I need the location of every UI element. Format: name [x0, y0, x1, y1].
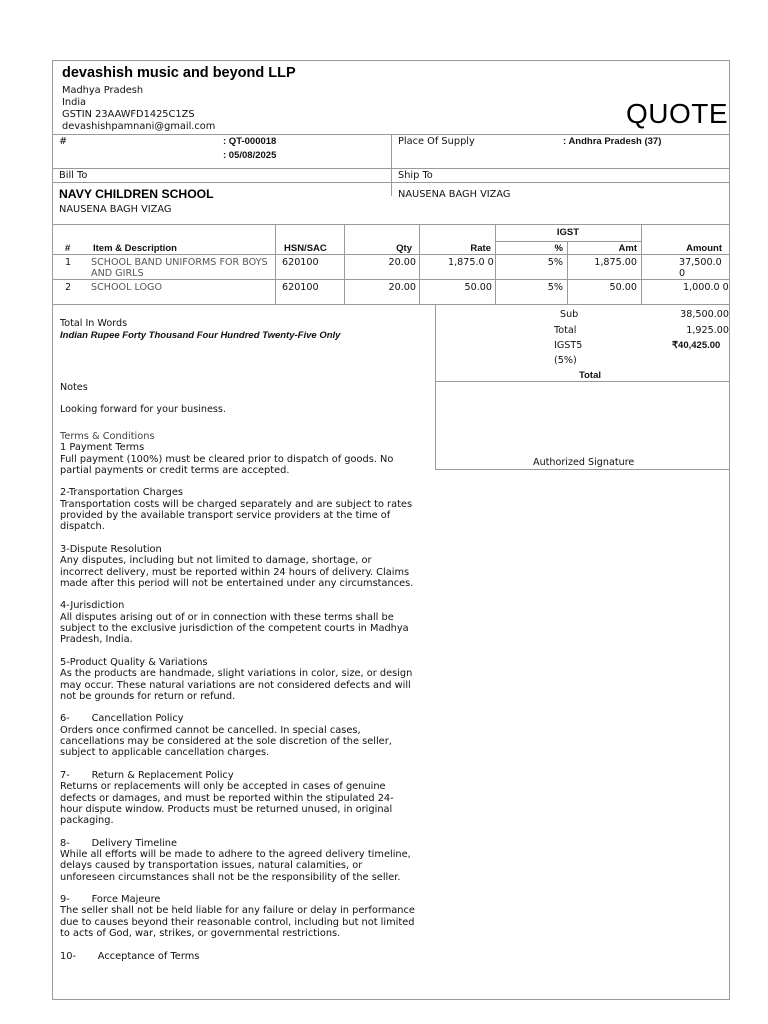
terms-label: Terms & Conditions — [60, 431, 155, 442]
divider — [53, 304, 729, 305]
total-label: Total — [554, 325, 577, 336]
divider — [53, 254, 729, 255]
row-igst-amt: 1,875.00 — [594, 257, 637, 268]
company-email: devashishpamnani@gmail.com — [62, 121, 216, 132]
col-header-qty: Qty — [396, 243, 412, 254]
igst-header: IGST — [556, 227, 580, 238]
company-state: Madhya Pradesh — [62, 85, 144, 96]
col-header-igst-amt: Amt — [618, 243, 637, 254]
igst-rate: (5%) — [554, 355, 577, 366]
document-title: QUOTE — [625, 98, 728, 129]
terms-item-title: 9- Force Majeure — [60, 894, 161, 906]
terms-item-title: 2-Transportation Charges — [60, 487, 183, 499]
quote-document — [52, 60, 730, 1000]
terms-item — [60, 442, 416, 487]
igst-total-value: 1,925.00 — [686, 325, 729, 336]
row-item: SCHOOL LOGO — [91, 282, 163, 293]
terms-item — [60, 600, 416, 656]
terms-item-body: Transportation costs will be charged separately and are subject to rates provided by the available transport service providers at the time of dispatch. — [60, 498, 413, 533]
terms-item-title: 8- Delivery Timeline — [60, 837, 178, 849]
row-rate: 50.00 — [464, 282, 492, 293]
divider — [53, 279, 729, 280]
terms-item — [60, 770, 416, 838]
col-header-num: # — [65, 243, 71, 254]
authorized-signature: Authorized Signature — [533, 457, 635, 468]
divider — [435, 469, 729, 470]
terms-item-body: Full payment (100%) must be cleared prior to dispatch of goods. No partial payments or credit terms are accepted. — [60, 453, 394, 476]
terms-section — [60, 431, 416, 962]
bill-to-address: NAUSENA BAGH VIZAG — [59, 204, 172, 215]
place-of-supply-label: Place Of Supply — [398, 136, 475, 147]
terms-item-title: 6- Cancellation Policy — [60, 713, 184, 725]
place-of-supply-value: : Andhra Pradesh (37) — [563, 136, 662, 147]
terms-item — [60, 657, 416, 713]
terms-item-body: Orders once confirmed cannot be cancelled. In special cases, cancellations may be considered at the sole discretion of the seller, subject to applicable cancellation charges. — [60, 724, 392, 759]
row-igst-amt: 50.00 — [609, 282, 637, 293]
terms-item-body: Returns or replacements will only be accepted in cases of genuine defects or damages, and must be reported within the stipulated 24-hour dispute window. Products must be returned unused, in original packaging. — [60, 781, 394, 827]
terms-item-title: 7- Return & Replacement Policy — [60, 769, 234, 781]
terms-item-body: Any disputes, including but not limited to damage, shortage, or incorrect delivery, must be reported within 24 hours of delivery. Claims made after this period will not be entertained under any circumstances. — [60, 555, 414, 589]
terms-item — [60, 894, 416, 950]
row-qty: 20.00 — [388, 282, 416, 293]
notes-text: Looking forward for your business. — [60, 404, 226, 415]
terms-item — [60, 487, 416, 543]
terms-item — [60, 713, 416, 769]
divider — [53, 168, 729, 169]
grand-total-label: Total — [579, 370, 601, 381]
company-country: India — [62, 97, 87, 108]
row-hsn: 620100 — [282, 257, 319, 268]
row-amount: 37,500.0 0 — [679, 257, 722, 279]
terms-list — [60, 442, 416, 962]
notes-label: Notes — [60, 382, 88, 393]
total-in-words-label: Total In Words — [60, 318, 128, 329]
subtotal-label: Sub — [560, 309, 579, 320]
quote-hash-label: # — [59, 136, 68, 147]
row-hsn: 620100 — [282, 282, 319, 293]
col-header-hsn: HSN/SAC — [284, 243, 327, 254]
terms-item-title: 4-Jurisdiction — [60, 600, 125, 612]
divider — [53, 224, 729, 225]
divider — [495, 241, 641, 242]
terms-item-body: While all efforts will be made to adhere to the agreed delivery timeline, delays caused by transportation issues, natural calamities, or unforeseen circumstances shall not be the responsibility of the seller. — [60, 848, 411, 883]
row-item: SCHOOL BAND UNIFORMS FOR BOYS AND GIRLS — [91, 257, 268, 279]
row-qty: 20.00 — [388, 257, 416, 268]
row-amount: 1,000.0 0 — [683, 282, 729, 293]
ship-to-label: Ship To — [398, 170, 433, 181]
terms-item-title: 3-Dispute Resolution — [60, 543, 162, 555]
row-num: 2 — [65, 282, 72, 293]
terms-item — [60, 838, 416, 894]
total-in-words-value: Indian Rupee Forty Thousand Four Hundred Twenty-Five Only — [60, 330, 341, 341]
company-gstin: GSTIN 23AAWFD1425C1ZS — [62, 109, 195, 120]
col-header-amount: Amount — [686, 243, 722, 254]
row-num: 1 — [65, 257, 72, 268]
col-header-rate: Rate — [470, 243, 491, 254]
divider — [435, 381, 729, 382]
company-name: devashish music and beyond LLP — [62, 65, 296, 81]
terms-item-title: 10- Acceptance of Terms — [60, 950, 200, 962]
ship-to-address: NAUSENA BAGH VIZAG — [398, 189, 511, 200]
terms-item-title: 5-Product Quality & Variations — [60, 656, 208, 668]
row-igst-pct: 5% — [547, 257, 563, 268]
terms-item-title: 1 Payment Terms — [60, 442, 145, 454]
divider — [435, 304, 436, 469]
divider — [53, 182, 729, 183]
row-rate: 1,875.0 0 — [448, 257, 494, 268]
quote-date: : 05/08/2025 — [223, 150, 277, 161]
bill-to-label: Bill To — [59, 170, 88, 181]
divider — [275, 224, 276, 304]
bill-to-name: NAVY CHILDREN SCHOOL — [59, 187, 214, 201]
divider — [391, 134, 392, 196]
terms-item-body: As the products are handmade, slight variations in color, size, or design may occur. These natural variations are not considered defects and will not be grounds for return or refund. — [60, 668, 413, 702]
quote-number: : QT-000018 — [223, 136, 277, 147]
grand-total-value: ₹40,425.00 — [672, 340, 721, 351]
col-header-igst-pct: % — [554, 243, 563, 254]
terms-item-body: The seller shall not be held liable for any failure or delay in performance due to causes beyond their reasonable control, including but not limited to acts of God, war, strikes, or governmental restrictions. — [60, 905, 415, 940]
terms-item — [60, 544, 416, 600]
col-header-item: Item & Description — [93, 243, 177, 254]
divider — [641, 224, 642, 304]
terms-item-body: All disputes arising out of or in connection with these terms shall be subject to the exclusive jurisdiction of the competent courts in Madhya Pradesh, India. — [60, 611, 409, 646]
row-igst-pct: 5% — [547, 282, 563, 293]
terms-item — [60, 951, 416, 962]
subtotal-value: 38,500.00 — [680, 309, 729, 320]
igst-label: IGST5 — [554, 340, 583, 351]
